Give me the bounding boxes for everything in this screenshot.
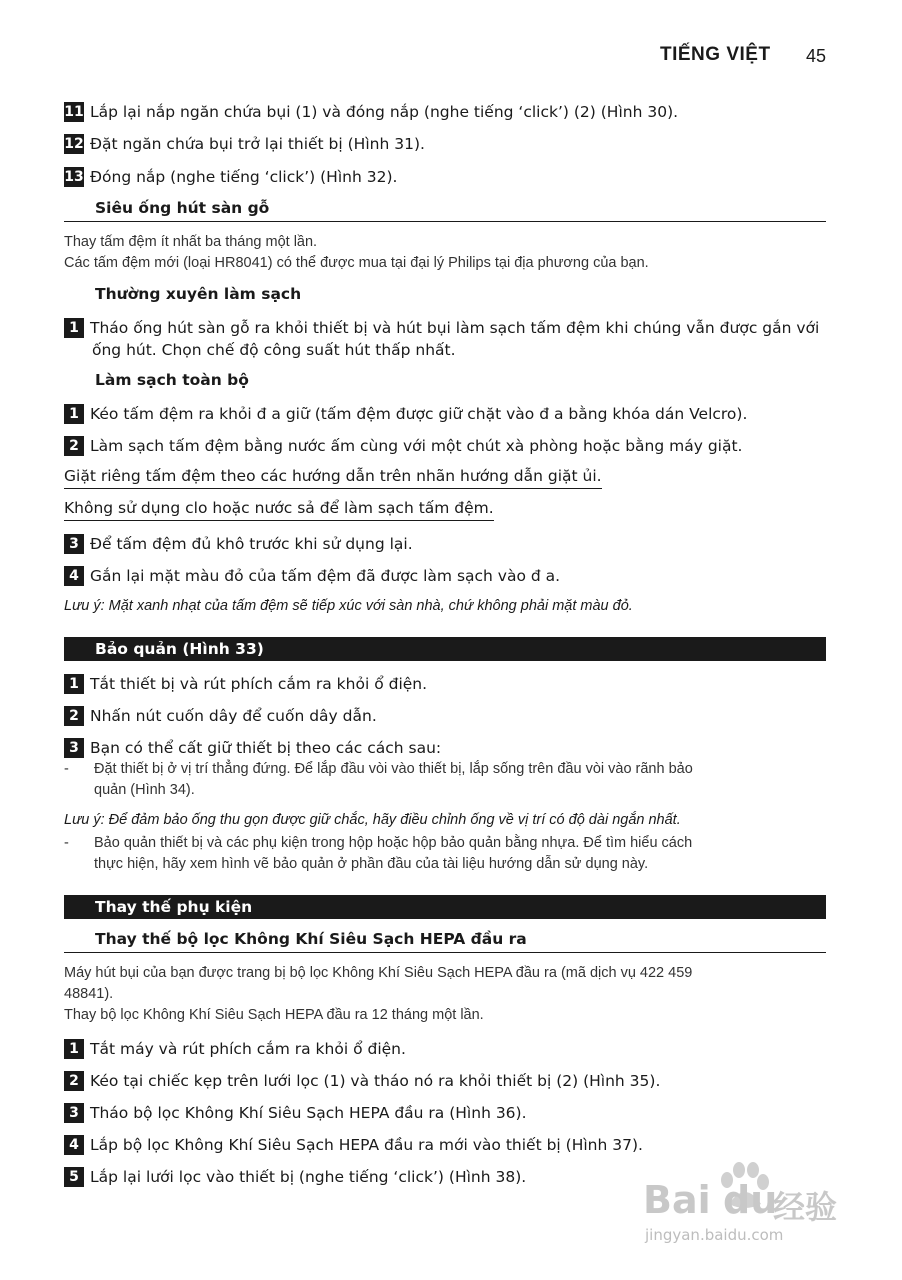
step-item [64,1166,526,1188]
step-text: Tháo bộ lọc Không Khí Siêu Sạch HEPA đầu ra (Hình 36). [90,1104,527,1122]
step-text-continued: ống hút. Chọn chế độ công suất hút thấp nhất. [92,341,456,359]
step-item [64,737,441,759]
bullet-dash: - [64,835,69,851]
step-number: 4 [64,566,84,586]
step-text: Kéo tại chiếc kẹp trên lưới lọc (1) và tháo nó ra khỏi thiết bị (2) (Hình 35). [90,1072,661,1090]
step-text: Nhấn nút cuốn dây để cuốn dây dẫn. [90,707,377,725]
hepa-intro-2: 48841). [64,986,114,1002]
step-text: Đặt ngăn chứa bụi trở lại thiết bị (Hình 31). [90,135,425,153]
step-number: 11 [64,104,84,120]
step-number: 1 [64,404,84,424]
bullet-item [64,759,693,801]
bullet-dash: - [64,761,69,777]
step-text: Lắp lại lưới lọc vào thiết bị (nghe tiếng ‘click’) (Hình 38). [90,1168,527,1186]
bullet-text: Đặt thiết bị ở vị trí thẳng đứng. Để lắp đầu vòi vào thiết bị, lắp sống trên đầu vòi vào rãnh bảo [94,761,693,777]
step-item [64,565,560,587]
bullet-text-continued: quản (Hình 34). [94,782,195,798]
step-number: 1 [64,1039,84,1059]
step-number: 3 [64,1103,84,1123]
bullet-text: Bảo quản thiết bị và các phụ kiện trong hộp hoặc hộp bảo quản bằng nhựa. Để tìm hiểu cách [94,835,693,851]
step-item [64,101,678,123]
step-item [64,1134,643,1156]
step-number: 1 [64,674,84,694]
step-item [64,1102,527,1124]
hepa-intro-1: Máy hút bụi của bạn được trang bị bộ lọc Không Khí Siêu Sạch HEPA đầu ra (mã dịch vụ 422 459 [64,965,693,981]
step-number: 2 [64,1071,84,1091]
bullet-text-continued: thực hiện, hãy xem hình vẽ bảo quản ở phần đầu của tài liệu hướng dẫn sử dụng này. [94,856,649,872]
step-text: Lắp bộ lọc Không Khí Siêu Sạch HEPA đầu ra mới vào thiết bị (Hình 37). [90,1136,643,1154]
step-text: Tắt thiết bị và rút phích cắm ra khỏi ổ điện. [90,675,428,693]
note-text: Lưu ý: Mặt xanh nhạt của tấm đệm sẽ tiếp xúc với sàn nhà, chứ không phải mặt màu đỏ. [64,598,633,614]
section-bar-storage: Bảo quản (Hình 33) [64,637,826,661]
step-number: 3 [64,534,84,554]
nozzle-intro-1: Thay tấm đệm ít nhất ba tháng một lần. [64,234,318,250]
watermark-brand-cn: 经验 [773,1188,838,1226]
step-number: 12 [64,136,84,152]
step-text: Gắn lại mặt màu đỏ của tấm đệm đã được làm sạch vào đ a. [90,567,561,585]
step-text: Đóng nắp (nghe tiếng ‘click’) (Hình 32). [90,168,398,186]
step-number: 2 [64,706,84,726]
step-item [64,533,413,555]
step-item [64,317,819,361]
step-item [64,1070,660,1092]
section-bar-replace: Thay thế phụ kiện [64,895,826,919]
page-header-title: TIẾNG VIỆT [660,44,771,65]
step-text: Để tấm đệm đủ khô trước khi sử dụng lại. [90,535,413,553]
step-number: 5 [64,1167,84,1187]
hepa-intro-3: Thay bộ lọc Không Khí Siêu Sạch HEPA đầu ra 12 tháng một lần. [64,1007,484,1023]
watermark-brand-a: Bai [643,1178,711,1222]
sub-heading-regular: Thường xuyên làm sạch [95,285,302,303]
step-text: Kéo tấm đệm ra khỏi đ a giữ (tấm đệm được giữ chặt vào đ a bằng khóa dán Velcro). [90,405,748,423]
baidu-watermark [643,1160,863,1250]
step-text: Làm sạch tấm đệm bằng nước ấm cùng với một chút xà phòng hoặc bằng máy giặt. [90,437,743,455]
step-item [64,403,747,425]
sub-heading-hepa: Thay thế bộ lọc Không Khí Siêu Sạch HEPA đầu ra [95,930,527,948]
section-heading-nozzle: Siêu ống hút sàn gỗ [95,199,270,217]
section-divider [64,221,826,222]
step-item [64,1038,406,1060]
step-number: 1 [64,318,84,338]
watermark-brand-b: du [723,1178,778,1222]
step-item [64,133,425,155]
warning-text: Không sử dụng clo hoặc nước sả để làm sạch tấm đệm. [64,499,494,521]
step-text: Tháo ống hút sàn gỗ ra khỏi thiết bị và hút bụi làm sạch tấm đệm khi chúng vẫn được gắn với [90,319,820,337]
step-item [64,435,742,457]
step-number: 2 [64,436,84,456]
step-number: 4 [64,1135,84,1155]
note-text: Lưu ý: Để đảm bảo ống thu gọn được giữ chắc, hãy điều chỉnh ống về vị trí có độ dài ngắn nhất. [64,812,681,828]
step-item [64,673,427,695]
step-text: Tắt máy và rút phích cắm ra khỏi ổ điện. [90,1040,406,1058]
step-number: 3 [64,738,84,758]
nozzle-intro-2: Các tấm đệm mới (loại HR8041) có thể được mua tại đại lý Philips tại địa phương của bạn. [64,255,649,271]
page-number: 45 [806,46,827,66]
step-item [64,705,377,727]
bullet-item [64,833,692,875]
step-item [64,166,397,188]
step-number: 13 [64,169,84,185]
step-text: Bạn có thể cất giữ thiết bị theo các cách sau: [90,739,442,757]
watermark-url: jingyan.baidu.com [645,1226,784,1244]
step-text: Lắp lại nắp ngăn chứa bụi (1) và đóng nắp (nghe tiếng ‘click’) (2) (Hình 30). [90,103,679,121]
warning-text: Giặt riêng tấm đệm theo các hướng dẫn trên nhãn hướng dẫn giặt ủi. [64,467,602,489]
section-divider [64,952,826,953]
sub-heading-thorough: Làm sạch toàn bộ [95,371,249,389]
